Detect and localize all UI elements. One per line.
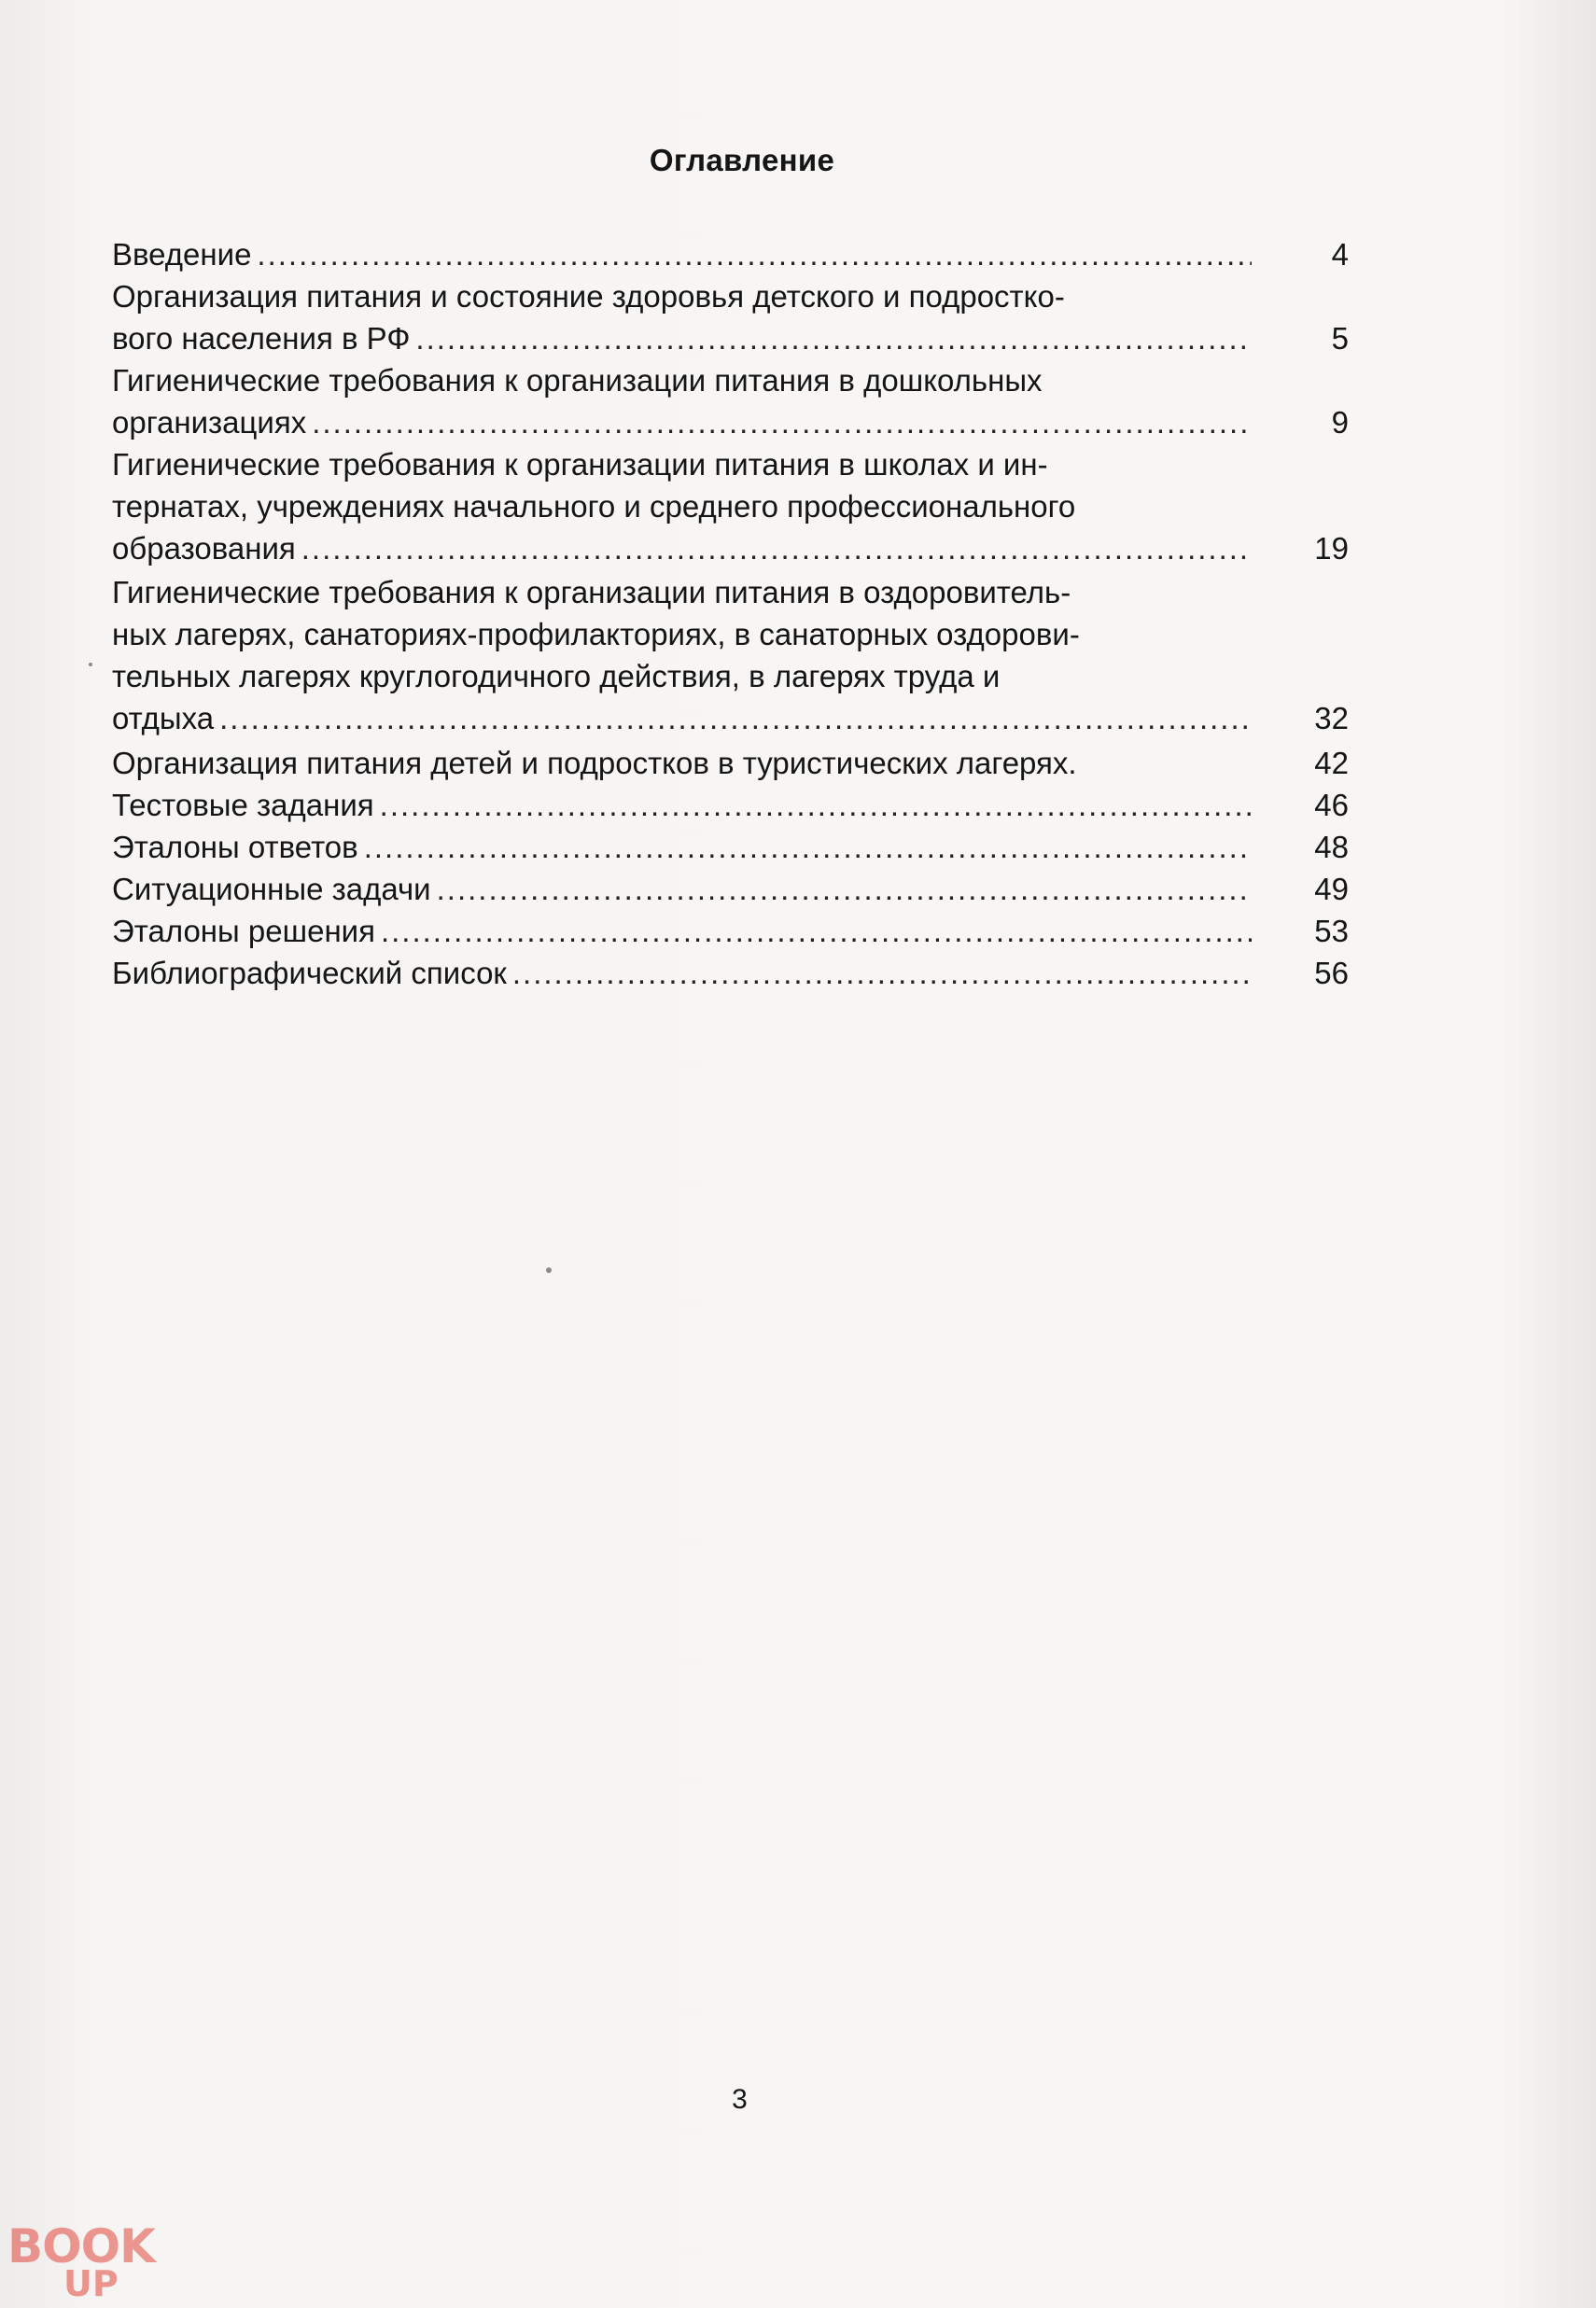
- print-speck: [546, 1267, 552, 1273]
- toc-entry-line: [112, 826, 1349, 868]
- toc-title: Оглавление: [649, 143, 835, 177]
- toc-entry-page: 5: [1331, 321, 1349, 356]
- page-number: 3: [732, 2084, 748, 2115]
- toc-entry-page: 48: [1314, 830, 1349, 864]
- toc-entry-text: Эталоны решения: [112, 914, 375, 948]
- toc-entry-line: [112, 784, 1349, 826]
- dot-leader: [381, 910, 1252, 952]
- toc-entry-page: 46: [1314, 788, 1349, 822]
- toc-entry-text: Введение: [112, 237, 252, 272]
- toc-entry-text: Тестовые задания: [112, 788, 374, 822]
- toc-entry-text: организациях: [112, 405, 307, 440]
- toc-entry-text: тельных лагерях круглогодичного действия, в лагерях труда и: [112, 659, 1001, 693]
- toc-entry-text: Гигиенические требования к организации питания в оздоровитель-: [112, 575, 1071, 609]
- print-speck: [89, 663, 92, 666]
- toc-entry-camps: [112, 571, 1349, 739]
- toc-entry-page: 42: [1314, 746, 1349, 780]
- toc-entry-line: [112, 443, 1349, 485]
- toc-entry-page: 9: [1331, 405, 1349, 440]
- toc-entry-line: [112, 697, 1349, 739]
- dot-leader: [364, 826, 1252, 868]
- watermark-line2: UP: [63, 2263, 119, 2304]
- toc-entry-text: вого населения в РФ: [112, 321, 411, 356]
- toc-entry-text: тернатах, учреждениях начального и среднего профессионального: [112, 489, 1076, 524]
- toc-entry-text: Библиографический список: [112, 956, 507, 990]
- dot-leader: [512, 952, 1252, 994]
- toc-entry-text: Гигиенические требования к организации питания в школах и ин-: [112, 447, 1048, 482]
- toc-entry-text: ных лагерях, санаториях-профилакториях, в санаторных оздорови-: [112, 617, 1080, 651]
- toc-entry-bibliography: [112, 952, 1349, 994]
- toc-entry-answers: [112, 826, 1349, 868]
- toc-entry-text: Гигиенические требования к организации питания в дошкольных: [112, 363, 1043, 398]
- toc-entry-line: [112, 359, 1349, 401]
- toc-entry-line: [112, 742, 1349, 784]
- toc-entry-line: [112, 952, 1349, 994]
- watermark-line1: BOOK: [7, 2219, 155, 2273]
- toc-entry-line: [112, 613, 1349, 655]
- toc-entry-preschool: [112, 359, 1349, 443]
- dot-leader: [437, 868, 1252, 910]
- toc-entry-text: Организация питания детей и подростков в туристических лагерях.: [112, 746, 1077, 780]
- dot-leader: [415, 317, 1252, 359]
- dot-leader: [312, 401, 1252, 443]
- dot-leader: [219, 697, 1252, 739]
- toc-entry-page: 19: [1314, 531, 1349, 566]
- toc-entry-line: [112, 571, 1349, 613]
- toc-entry-page: 53: [1314, 914, 1349, 948]
- toc-entry-line: [112, 275, 1349, 317]
- toc-entry-page: 32: [1314, 701, 1349, 735]
- toc-entry-text: образования: [112, 531, 296, 566]
- toc-entry-text: Эталоны ответов: [112, 830, 358, 864]
- toc-entry-line: [112, 401, 1349, 443]
- toc-entry-page: 56: [1314, 956, 1349, 990]
- toc-entry-nutrition-health: [112, 275, 1349, 359]
- toc-entry-line: [112, 868, 1349, 910]
- toc-entry-solutions: [112, 910, 1349, 952]
- toc-entry-line: [112, 233, 1349, 275]
- toc-entry-line: [112, 317, 1349, 359]
- toc-entry-tests: [112, 784, 1349, 826]
- dot-leader: [257, 233, 1252, 275]
- toc-entry-schools: [112, 443, 1349, 569]
- toc-entry-text: отдыха: [112, 701, 215, 735]
- toc-entry-line: [112, 485, 1349, 527]
- toc-entry-case-tasks: [112, 868, 1349, 910]
- toc-entry-line: [112, 655, 1349, 697]
- toc-entry-line: [112, 910, 1349, 952]
- toc-entry-text: Ситуационные задачи: [112, 872, 431, 906]
- toc-entry-text: Организация питания и состояние здоровья детского и подростко-: [112, 279, 1065, 314]
- toc-entry-tourist-camps: [112, 742, 1349, 784]
- toc-entry-introduction: [112, 233, 1349, 275]
- bookup-watermark-logo: [7, 2219, 157, 2308]
- dot-leader: [380, 784, 1252, 826]
- toc-entry-page: 49: [1314, 872, 1349, 906]
- dot-leader: [301, 527, 1252, 569]
- toc-entry-line: [112, 527, 1349, 569]
- toc-entry-page: 4: [1331, 237, 1349, 272]
